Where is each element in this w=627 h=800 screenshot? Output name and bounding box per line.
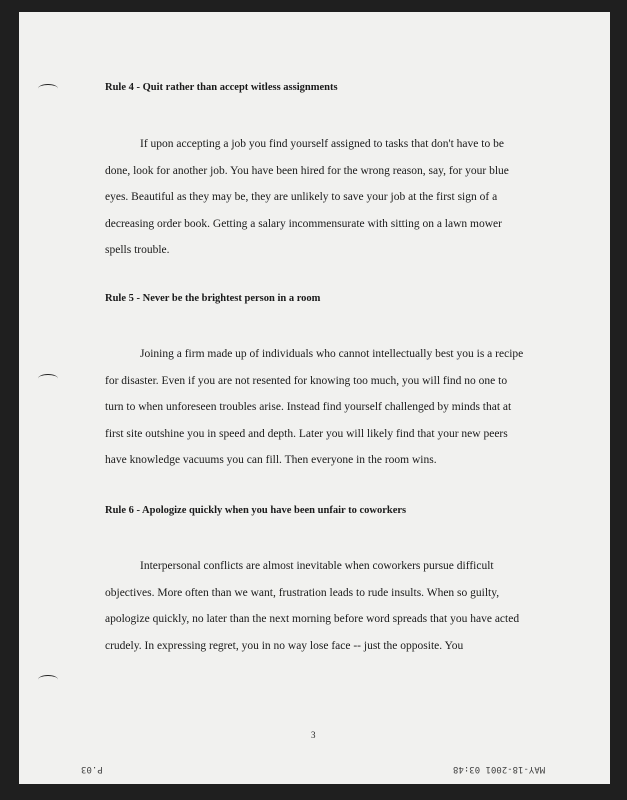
fax-page-label: P.03 [81, 764, 103, 774]
page-number: 3 [311, 730, 316, 740]
rule-4-heading: Rule 4 - Quit rather than accept witless assignments [105, 82, 338, 93]
rule-6-heading: Rule 6 - Apologize quickly when you have been unfair to coworkers [105, 505, 407, 516]
fax-timestamp: MAY-18-2001 03:48 [453, 764, 546, 774]
rule-6-paragraph: Interpersonal conflicts are almost inevitable when coworkers pursue difficult objectives. More often than we want, frustration leads to rude insults. When so guilty, apologize quickly, no later than the next morning before word spreads that you have acted crudely. In expressing regret, you in no way lose face -- just the opposite. You [105, 560, 520, 652]
hole-punch-mark [38, 374, 58, 383]
hole-punch-mark [38, 675, 58, 684]
document-page [19, 12, 610, 784]
rule-4-paragraph: If upon accepting a job you find yourself assigned to tasks that don't have to be done, look for another job. You have been hired for the wrong reason, say, for your blue eyes. Beautiful as they may be, they are unlikely to save your job at the first sign of a decreasing order book. Getting a salary incommensurate with sitting on a lawn mower spells trouble. [105, 138, 509, 256]
hole-punch-mark [38, 84, 58, 93]
rule-5-paragraph: Joining a firm made up of individuals who cannot intellectually best you is a recipe for disaster. Even if you are not resented for knowing too much, you will find no one to turn to when unforeseen troubles arise. Instead find yourself challenged by minds that at first site outshine you in speed and depth. Later you will likely find that your new peers have knowledge vacuums you can fill. Then everyone in the room wins. [105, 348, 524, 466]
rule-5-heading: Rule 5 - Never be the brightest person in a room [105, 293, 321, 304]
